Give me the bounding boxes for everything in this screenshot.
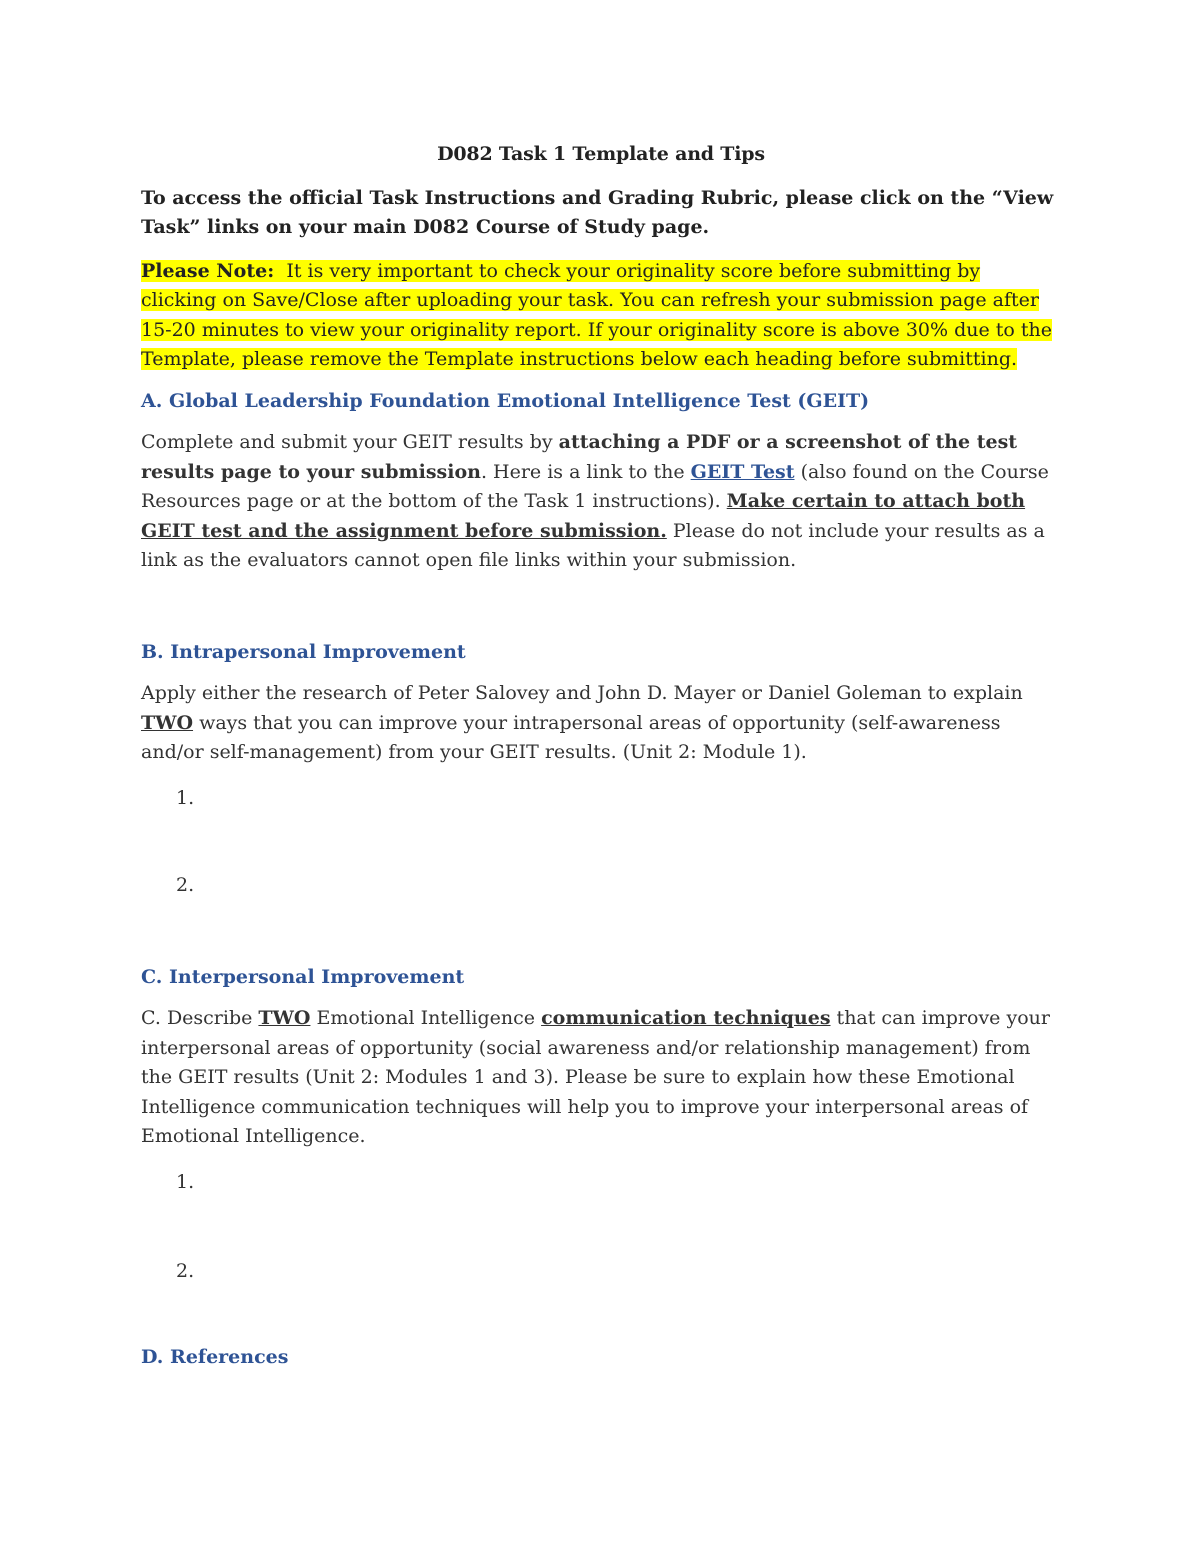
document-page — [141, 140, 1061, 1384]
section-c-text-1: C. Describe — [141, 1007, 259, 1029]
note-text: It is very important to check your originality score before submitting by clicking on Save/Close after uploading your task. You can refresh your submission page after 15-20 minutes to view your originality report. If your originality score is above 30% due to the Template, please remove the Template instructions below each heading before submitting. — [141, 259, 1053, 370]
heading-section-b: B. Intrapersonal Improvement — [141, 640, 466, 663]
section-a-underlined-text: Make certain to attach both GEIT test and the assignment before submission. — [141, 490, 1026, 542]
section-c-two-text: TWO — [258, 1007, 311, 1029]
section-a-paragraph — [141, 428, 1061, 576]
heading-section-c: C. Interpersonal Improvement — [141, 965, 465, 988]
heading-section-d: D. References — [141, 1345, 289, 1368]
section-c-text-3: that can improve your interpersonal areas of opportunity (social awareness and/or relationship management) from the GEIT results (Unit 2: Modules 1 and 3). Please be sure to explain how these Emotional Intelligence communication techniques will help you to improve your interpersonal areas of Emotional Intelligence. — [141, 1007, 1050, 1147]
note-paragraph — [141, 257, 1061, 375]
document-title: D082 Task 1 Template and Tips — [437, 143, 765, 165]
note-label: Please Note: — [141, 259, 275, 282]
section-a-text-2: . Here is a link to the — [480, 460, 691, 483]
section-b-text-1: Apply either the research of Peter Salovey and John D. Mayer or Daniel Goleman to explain — [141, 682, 1023, 704]
section-b-paragraph — [141, 679, 1061, 768]
section-c-techniques-text: communication techniques — [541, 1007, 831, 1029]
intro-text: To access the official Task Instructions and Grading Rubric, please click on the “View Task” links on your main D082 Course of Study page. — [141, 186, 1054, 238]
geit-test-link[interactable]: GEIT Test — [690, 460, 795, 483]
section-b-two-text: TWO — [141, 711, 194, 734]
heading-section-a: A. Global Leadership Foundation Emotional Intelligence Test (GEIT) — [141, 389, 870, 412]
section-b-text-2: ways that you can improve your intrapersonal areas of opportunity (self-awareness and/or self-management) from your GEIT results. (Unit 2: Module 1). — [141, 711, 1001, 763]
section-c-paragraph — [141, 1004, 1061, 1152]
section-a-text-4: Please do not include your results as a link as the evaluators cannot open file links within your submission. — [141, 519, 1045, 571]
section-a-bold-text: attaching a PDF or a screenshot of the test results page to your submission — [141, 431, 1018, 483]
section-c-text-2: Emotional Intelligence — [310, 1007, 542, 1029]
section-a-text-1: Complete and submit your GEIT results by — [141, 431, 559, 453]
section-a-text-3: (also found on the Course Resources page or at the bottom of the Task 1 instructions). — [141, 460, 1049, 512]
section-c-list-item: 1. — [176, 1170, 195, 1193]
section-b-list-item: 2. — [176, 874, 195, 896]
section-b-list-item: 1. — [176, 786, 195, 809]
section-c-list-item: 2. — [176, 1260, 195, 1282]
